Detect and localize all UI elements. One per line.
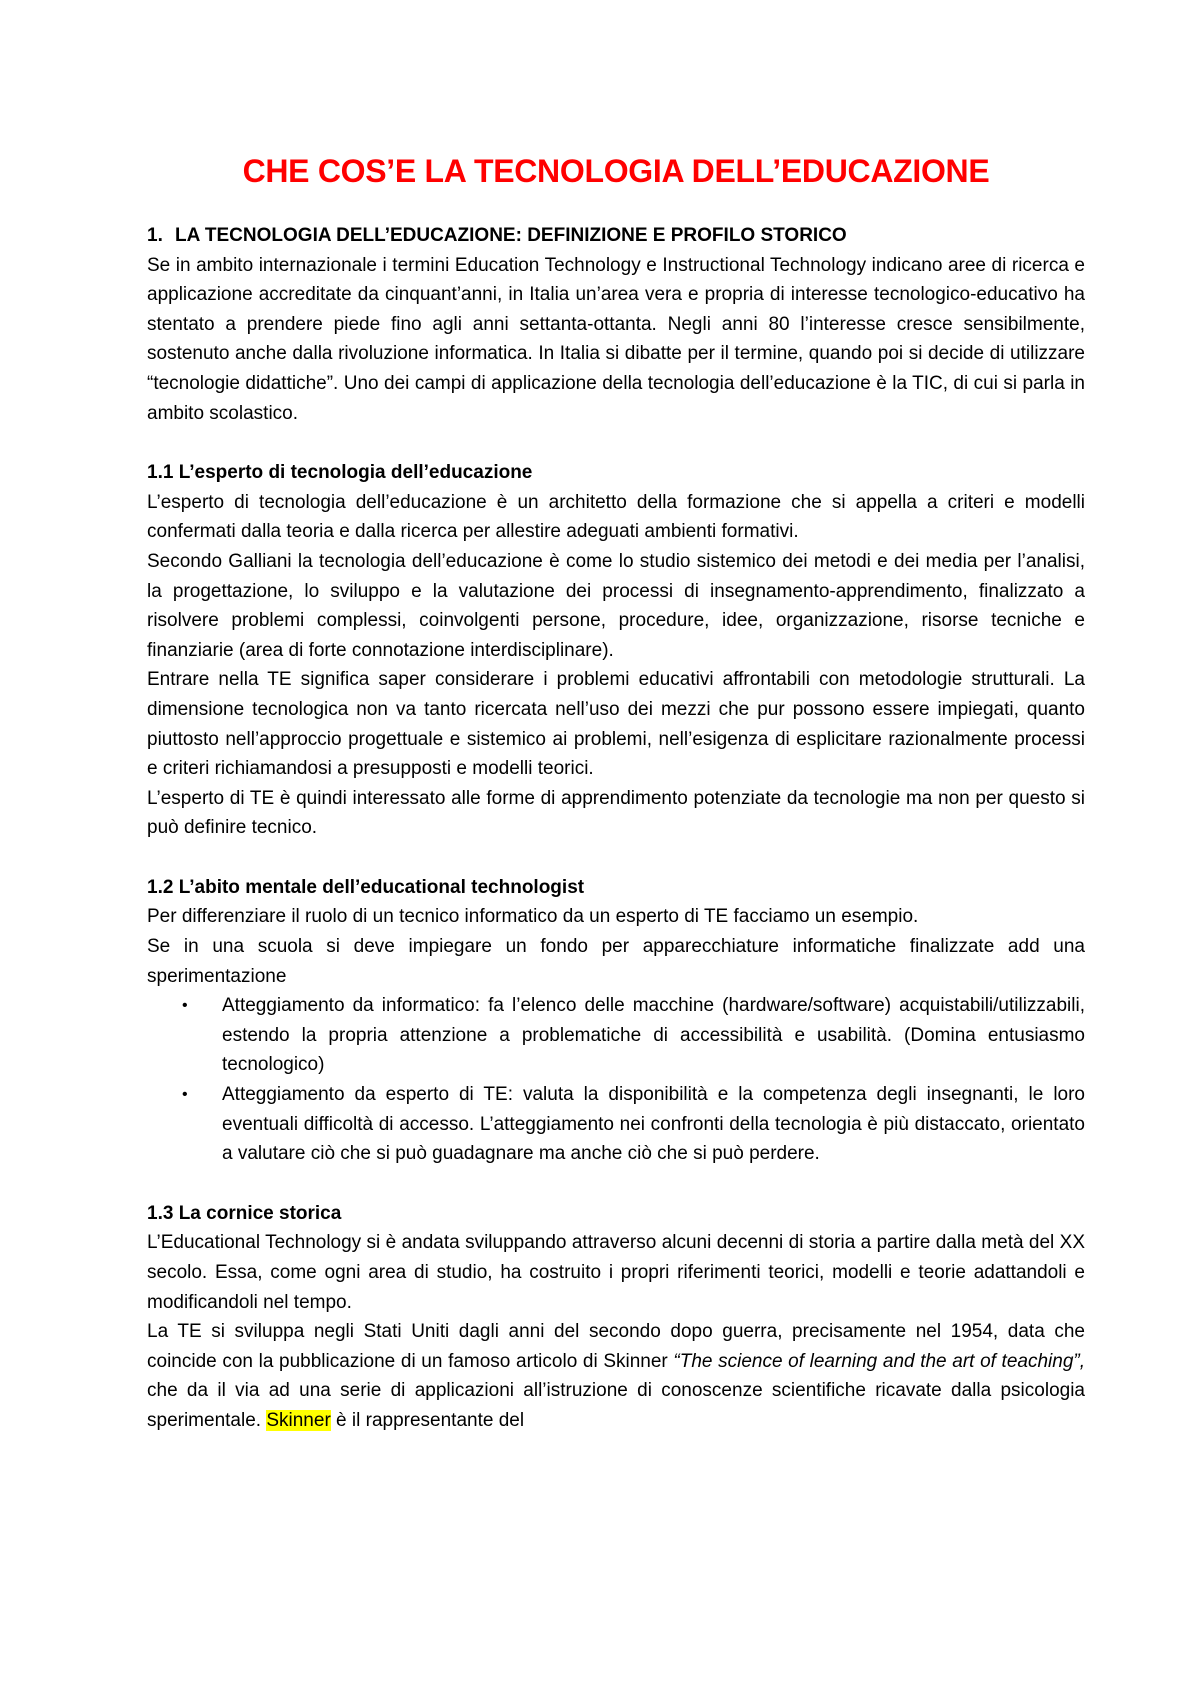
bullet-icon: • [182, 1086, 188, 1104]
article-title-italic: “The science of learning and the art of teaching”, [673, 1350, 1085, 1372]
document-title: CHE COS’E LA TECNOLOGIA DELL’EDUCAZIONE [242, 153, 990, 189]
list-item [182, 991, 1085, 1080]
section-1-1-paragraph-1: L’esperto di tecnologia dell’educazione è un architetto della formazione che si appella a criteri e modelli confermati dalla teoria e dalla ricerca per allestire adeguati ambienti formativi. [147, 491, 1085, 543]
section-1-2-heading: 1.2 L’abito mentale dell’educational technologist [147, 876, 585, 898]
document-page [147, 0, 1085, 1436]
section-1-1-paragraph-4: L’esperto di TE è quindi interessato alle forme di apprendimento potenziate da tecnologie ma non per questo si può definire tecnico. [147, 787, 1085, 839]
section-1-2-paragraph-2: Se in una scuola si deve impiegare un fondo per apparecchiature informatiche finalizzate add una sperimentazione [147, 936, 1085, 987]
paragraph-text-segment: è il rappresentante del [330, 1409, 525, 1431]
paragraph-text-segment: che da il via ad una serie di applicazioni all’istruzione di conoscenze scientifiche ricavate dalla psicologia sperimentale. [147, 1380, 1085, 1431]
list-item-text: Atteggiamento da informatico: fa l’elenco delle macchine (hardware/software) acquistabili/utilizzabili, estendo la propria attenzione a problematiche di accessibilità e usabilità. (Domina entusiasmo tecnologico) [222, 995, 1085, 1076]
section-1-3-heading: 1.3 La cornice storica [147, 1202, 342, 1224]
list-item [182, 1080, 1085, 1169]
bullet-icon: • [182, 997, 188, 1015]
list-item-text: Atteggiamento da esperto di TE: valuta la disponibilità e la competenza degli insegnanti, le loro eventuali difficoltà di accesso. L’atteggiamento nei confronti della tecnologia è più distaccato, orientato a valutare ciò che si può guadagnare ma anche ciò che si può perdere. [222, 1084, 1085, 1165]
section-1-3-paragraph-1: L’Educational Technology si è andata sviluppando attraverso alcuni decenni di storia a partire dalla metà del XX secolo. Essa, come ogni area di studio, ha costruito i propri riferimenti teorici, modelli e teorie adattandoli e modificandoli nel tempo. [147, 1232, 1085, 1313]
section-1-2-paragraph-1: Per differenziare il ruolo di un tecnico informatico da un esperto di TE facciamo un esempio. [147, 906, 919, 928]
section-1-heading-text: LA TECNOLOGIA DELL’EDUCAZIONE: DEFINIZIONE E PROFILO STORICO [175, 225, 847, 246]
paragraph-text-segment: La TE si sviluppa negli Stati Uniti dagli anni del secondo dopo guerra, precisamente nel 1954, data che coincide con la pubblicazione di un famoso articolo di Skinner [147, 1321, 1085, 1372]
section-1-2-bullet-list [147, 991, 1085, 1169]
section-1-paragraph: Se in ambito internazionale i termini Education Technology e Instructional Technology indicano aree di ricerca e applicazione accreditate da cinquant’anni, in Italia un’area vera e propria di interesse tecnologico-educativo ha stentato a prendere piede fino agli anni settanta-ottanta. Negli anni 80 l’interesse cresce sensibilmente, sostenuto anche dalla rivoluzione informatica. In Italia si dibatte per il termine, quando poi si decide di utilizzare “tecnologie didattiche”. Uno dei campi di applicazione della tecnologia dell’educazione è la TIC, di cui si parla in ambito scolastico. [147, 254, 1085, 424]
section-1-1-paragraph-2: Secondo Galliani la tecnologia dell’educazione è come lo studio sistemico dei metodi e dei media per l’analisi, la progettazione, lo sviluppo e la valutazione dei processi di insegnamento-apprendimento, finalizzato a risolvere problemi complessi, coinvolgenti persone, procedure, idee, organizzazione, risorse tecniche e finanziarie (area di forte connotazione interdisciplinare). [147, 550, 1085, 661]
section-1-number: 1. [147, 225, 163, 246]
section-1-3-paragraph-2 [147, 1317, 1085, 1435]
section-1-heading [147, 221, 1085, 251]
section-1-1-heading: 1.1 L’esperto di tecnologia dell’educazione [147, 462, 533, 484]
section-1-1-paragraph-3: Entrare nella TE significa saper considerare i problemi educativi affrontabili con metodologie strutturali. La dimensione tecnologica non va tanto ricercata nell’uso dei mezzi che pur possono essere impiegati, quanto piuttosto nell’approccio progettuale e sistemico ai problemi, nell’esigenza di esplicitare razionalmente processi e criteri richiamandosi a presupposti e modelli teorici. [147, 669, 1085, 780]
highlighted-word: Skinner [266, 1409, 331, 1431]
